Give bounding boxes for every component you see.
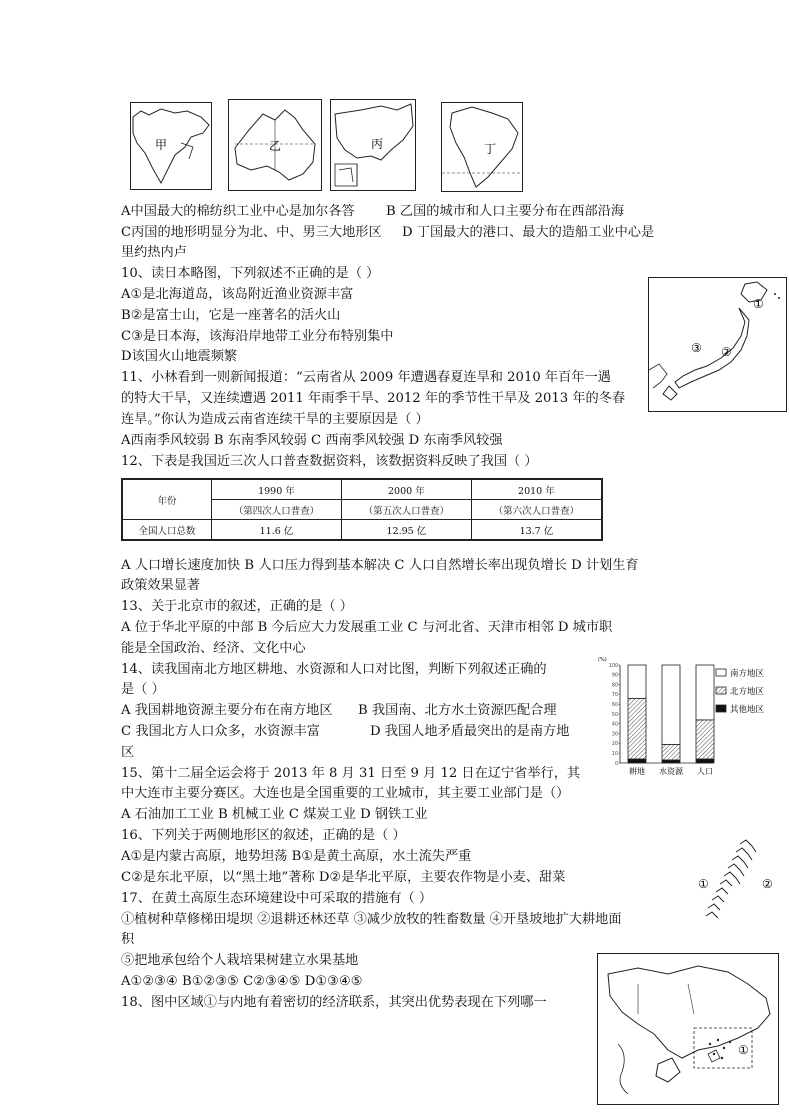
census-label-4th: （第四次人口普查） <box>212 500 342 520</box>
q14-option-c: C 我国北方人口众多，水资源丰富 <box>121 724 320 739</box>
chart-ytick: 40 <box>611 722 618 728</box>
census-label-5th: （第五次人口普查） <box>341 500 471 520</box>
south-china-label-1: ① <box>738 1043 749 1057</box>
census-table <box>121 478 603 541</box>
q17-items-3: ⑤把地承包给个人栽培果树建立水果基地 <box>121 953 359 968</box>
census-year-2010: 2010 年 <box>471 479 602 500</box>
q14-stem-1: 14、读我国南北方地区耕地、水资源和人口对比图，判断下列叙述正确的 <box>121 662 547 677</box>
q15-stem-1: 15、第十二届全运会将于 2013 年 8 月 31 日至 9 月 12 日在辽宁省举行，其 <box>121 766 581 781</box>
usa-outline <box>331 100 415 190</box>
chart-category-label: 耕地 <box>629 767 645 776</box>
south-china-outline <box>598 954 778 1104</box>
census-header-year: 年份 <box>122 479 212 520</box>
chart-ylabel: (%) <box>598 657 607 663</box>
q10-option-c: C③是日本海，该海沿岸地带工业分布特别集中 <box>121 329 394 344</box>
chart-bar-1-0 <box>662 665 680 744</box>
q9-option-c: C丙国的地形明显分为北、中、男三大地形区 <box>121 225 382 240</box>
census-year-2000: 2000 年 <box>341 479 471 500</box>
q14-option-a: A 我国耕地资源主要分布在南方地区 <box>121 703 333 718</box>
q14-option-d-cont: 区 <box>121 745 135 760</box>
mountain-range-diagram <box>696 836 786 930</box>
map-brazil <box>441 102 523 192</box>
japan-outline <box>649 278 786 411</box>
census-year-1990: 1990 年 <box>212 479 342 500</box>
japan-label-3: ③ <box>691 341 702 355</box>
chart-bar-2-1 <box>696 720 714 759</box>
q12-options-1: A 人口增长速度加快 B 人口压力得到基本解决 C 人口自然增长率出现负增长 D 计划生育 <box>121 558 639 573</box>
q14-option-d: D 我国人地矛盾最突出的是南方地 <box>370 724 570 739</box>
q11-stem-2: 的特大干旱，又连续遭遇 2011 年雨季干旱、2012 年的季节性干旱及 2013 年的冬春 <box>121 391 626 406</box>
q16-options-cd: C②是东北平原，以“黑土地”著称 D②是华北平原，主要农作物是小麦、甜菜 <box>121 870 566 885</box>
mountain-label-1: ① <box>698 877 709 891</box>
q14-option-b: B 我国南、北方水土资源匹配合理 <box>358 703 557 718</box>
chart-bar-0-2 <box>628 759 646 763</box>
map-label-ding: 丁 <box>484 142 497 156</box>
brazil-outline <box>442 103 522 191</box>
q17-options: A①②③④ B①②③⑤ C②③④⑤ D①③④⑤ <box>121 974 363 989</box>
q11-stem-3: 连旱。”你认为造成云南省连续干旱的主要原因是（ ） <box>121 412 429 427</box>
chart-legend-swatch <box>716 705 726 712</box>
map-japan <box>648 277 787 412</box>
chart-ytick: 50 <box>611 712 618 718</box>
q17-stem: 17、在黄土高原生态环境建设中可采取的措施有（ ） <box>121 891 433 906</box>
q13-options-1: A 位于华北平原的中部 B 今后应大力发展重工业 C 与河北省、天津市相邻 D 城市职 <box>121 620 613 635</box>
q17-items-1: ①植树种草修梯田堤坝 ②退耕还林还草 ③减少放牧的牲畜数量 ④开垦坡地扩大耕地面 <box>121 912 622 927</box>
q9-option-d: D 丁国最大的港口、最大的造船工业中心是 <box>402 225 655 240</box>
q9-option-b: B 乙国的城市和人口主要分布在西部沿海 <box>386 204 625 219</box>
map-label-jia: 甲 <box>155 138 168 152</box>
chart-ytick: 30 <box>611 732 618 738</box>
q16-stem: 16、下列关于两侧地形区的叙述，正确的是（ ） <box>121 828 406 843</box>
chart-category-label: 人口 <box>697 767 713 776</box>
chart-legend-swatch <box>716 669 726 676</box>
map-usa <box>330 99 416 191</box>
census-value-2000: 12.95 亿 <box>341 520 471 541</box>
australia-outline <box>229 100 321 190</box>
chart-legend-label: 南方地区 <box>730 669 765 679</box>
chart-bar-0-0 <box>628 665 646 698</box>
q10-stem: 10、读日本略图，下列叙述不正确的是（ ） <box>121 266 380 281</box>
chart-category-label: 水资源 <box>659 767 683 776</box>
map-south-china <box>597 953 779 1105</box>
q16-options-ab: A①是内蒙古高原，地势坦荡 B①是黄土高原，水土流失严重 <box>121 849 472 864</box>
chart-ytick: 60 <box>611 703 618 708</box>
chart-ytick: 0 <box>614 761 618 767</box>
q15-stem-2: 中大连市主要分赛区。大连也是全国重要的工业城市，其主要工业部门是（） <box>121 786 570 801</box>
q11-stem-1: 11、小林看到一则新闻报道：“云南省从 2009 年遭遇春夏连旱和 2010 年百年一遇 <box>121 370 611 385</box>
q10-option-a: A①是北海道岛，该岛附近渔业资源丰富 <box>121 287 354 302</box>
chart-legend-label: 其他地区 <box>730 705 765 715</box>
q9-option-d-cont: 里约热内卢 <box>121 245 187 260</box>
chart-ytick: 10 <box>611 752 618 757</box>
q11-options: A西南季风较弱 B 东南季风较弱 C 西南季风较强 D 东南季风较强 <box>121 433 503 448</box>
census-row-label: 全国人口总数 <box>122 520 212 541</box>
map-label-bing: 丙 <box>371 137 384 151</box>
chart-bar-1-2 <box>662 760 680 763</box>
q12-options-2: 政策效果显著 <box>121 578 201 593</box>
chart-ytick: 20 <box>611 742 618 748</box>
q9-option-a: A中国最大的棉纺织工业中心是加尔各答 <box>121 204 355 219</box>
census-value-2010: 13.7 亿 <box>471 520 602 541</box>
chart-bar-1-1 <box>662 744 680 760</box>
q17-items-2: 积 <box>121 932 135 947</box>
chart-ytick: 90 <box>611 673 618 679</box>
q13-stem: 13、关于北京市的叙述，正确的是（ ） <box>121 599 353 614</box>
census-label-6th: （第六次人口普查） <box>471 500 602 520</box>
map-australia <box>228 99 322 191</box>
chart-bar-0-1 <box>628 698 646 759</box>
chart-ytick: 100 <box>608 663 618 669</box>
q12-stem: 12、下表是我国近三次人口普查数据资料，该数据资料反映了我国（ ） <box>121 454 538 469</box>
map-india <box>130 102 212 190</box>
chart-ytick: 80 <box>611 683 618 689</box>
q10-option-d: D该国火山地震频繁 <box>121 349 238 364</box>
map-label-yi: 乙 <box>269 139 282 153</box>
chart-legend-label: 北方地区 <box>730 687 765 697</box>
q10-option-b: B②是富士山，它是一座著名的活火山 <box>121 308 341 323</box>
resources-chart <box>598 655 780 780</box>
japan-label-2: ② <box>721 345 732 359</box>
q15-options: A 石油加工工业 B 机械工业 C 煤炭工业 D 钢铁工业 <box>121 807 428 822</box>
chart-ytick: 70 <box>611 693 618 699</box>
q14-stem-2: 是（ ） <box>121 682 165 697</box>
q13-options-2: 能是全国政治、经济、文化中心 <box>121 641 306 656</box>
chart-legend-swatch <box>716 687 726 694</box>
q18-stem: 18、图中区域①与内地有着密切的经济联系，其突出优势表现在下列哪一 <box>121 995 547 1010</box>
chart-bar-2-0 <box>696 665 714 720</box>
mountain-label-2: ② <box>762 877 773 891</box>
chart-bar-2-2 <box>696 759 714 763</box>
japan-label-1: ① <box>753 297 764 311</box>
census-value-1990: 11.6 亿 <box>212 520 342 541</box>
india-outline <box>131 103 211 189</box>
